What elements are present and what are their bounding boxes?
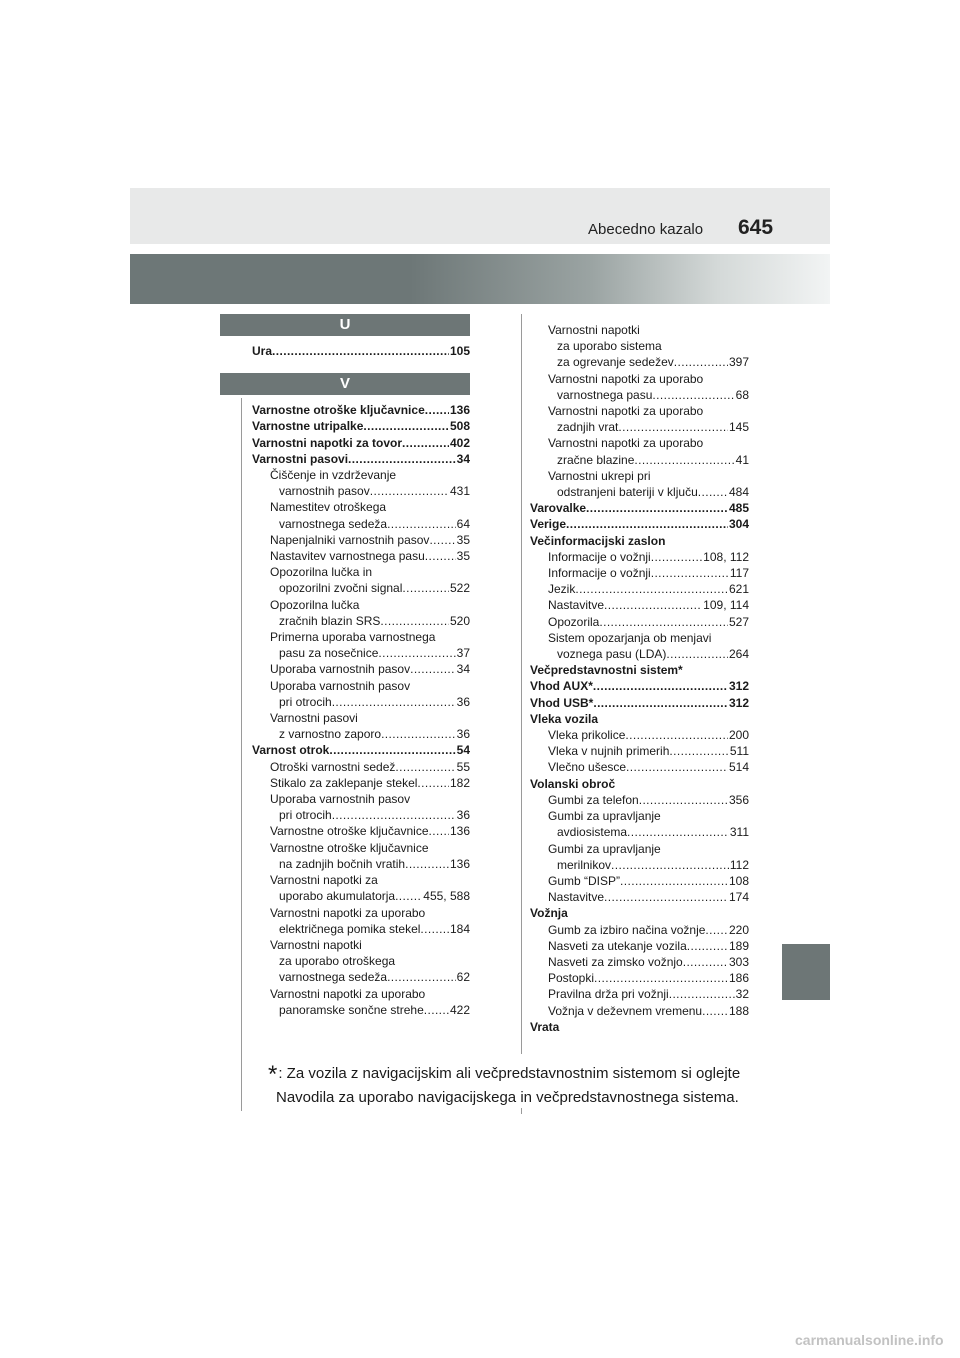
entry-term: Uporaba varnostnih pasov [270,792,411,807]
index-entry [530,322,749,338]
entry-page-ref: 108 [728,873,749,888]
chapter-thumb-tab [782,944,830,1000]
entry-leader-dots [620,873,728,889]
entry-leader-dots [332,694,456,710]
index-entry [530,954,749,970]
index-section-continued [530,322,749,1035]
entry-term: Vhod AUX* [530,679,593,694]
entry-page-ref: 188 [728,1003,749,1018]
index-entry [252,613,470,629]
entry-term: varnostnih pasov [279,484,370,499]
entry-term: Otroški varnostni sedež [270,759,396,774]
index-entry [252,516,470,532]
index-entry [252,483,470,499]
entry-page-ref: 36 [456,694,470,709]
index-entry [252,678,470,694]
index-entry [530,646,749,662]
entry-page-ref: 522 [449,581,470,596]
index-entry [530,549,749,565]
entry-page-ref: 105 [449,344,470,358]
entry-page-ref: 184 [449,921,470,936]
index-entry [252,402,470,418]
index-entry [252,986,470,1002]
index-entry [530,678,749,694]
entry-term: Verige [530,517,567,532]
index-entry [530,468,749,484]
section-title: Abecedno kazalo [588,221,704,238]
footnote-text-1: : Za vozila z navigacijskim ali večpredstavnostnim sistemom si oglejte [278,1065,741,1082]
entry-leader-dots [420,921,449,937]
entry-leader-dots [651,565,729,581]
entry-leader-dots [424,1002,449,1018]
entry-leader-dots [402,580,449,596]
index-entry [252,451,470,467]
index-entry [252,629,470,645]
index-section-v [252,402,470,1018]
entry-term: Večinformacijski zaslon [530,533,666,548]
entry-leader-dots [702,1003,728,1019]
entry-leader-dots [594,970,728,986]
entry-term: uporabo akumulatorja [279,889,396,904]
entry-leader-dots [272,343,449,359]
entry-page-ref: 36 [456,727,470,742]
entry-term: panoramske sončne strehe [279,1002,424,1017]
entry-term: merilnikov [557,857,612,872]
index-entry [530,824,749,840]
index-entry [252,969,470,985]
index-entry [252,467,470,483]
index-entry [530,889,749,905]
index-entry [252,726,470,742]
index-entry [530,759,749,775]
index-entry [252,921,470,937]
index-entry [530,435,749,451]
entry-leader-dots [381,726,456,742]
entry-term: Nastavitve [548,598,605,613]
page-number: 645 [738,216,774,239]
entry-term: Varnostni napotki za uporabo [548,404,704,419]
entry-page-ref: 117 [729,566,749,581]
index-entry [252,742,470,758]
entry-term: Gumb za izbiro načina vožnje [548,922,706,937]
entry-term: Varnostni napotki za uporabo [270,905,426,920]
entry-term: Jezik [548,582,576,597]
entry-leader-dots [599,614,728,630]
index-entry [530,452,749,468]
entry-term: Nasveti za zimsko vožnjo [548,954,683,969]
index-entry [530,403,749,419]
letter-heading-v: V [220,373,470,395]
index-entry [530,727,749,743]
footnote [268,1062,768,1109]
index-entry [530,792,749,808]
entry-page-ref: 32 [735,987,749,1002]
entry-leader-dots [698,484,728,500]
entry-term: voznega pasu (LDA) [557,647,667,662]
entry-term: zadnjih vrat [557,420,619,435]
index-entry [530,565,749,581]
letter-heading-u: U [220,314,470,336]
entry-term: Vrata [530,1019,560,1034]
entry-term: Gumb “DISP” [548,873,621,888]
entry-term: Varnostne utripalke [252,419,364,434]
entry-leader-dots [402,435,449,451]
entry-term: varnostnega sedeža [279,516,388,531]
entry-page-ref: 41 [735,452,749,467]
entry-term: Varnostni pasovi [270,711,358,726]
index-entry [252,856,470,872]
entry-page-ref: 200 [728,728,749,743]
entry-page-ref: 402 [449,435,470,450]
entry-leader-dots [370,483,449,499]
entry-leader-dots [687,938,728,954]
entry-leader-dots [593,678,728,694]
entry-page-ref: 431 [449,484,470,499]
entry-page-ref: 304 [728,517,749,532]
entry-leader-dots [387,969,456,985]
entry-leader-dots [652,387,734,403]
entry-term: zračnih blazin SRS [279,613,381,628]
entry-term: Opozorila [548,614,600,629]
index-entry [252,1002,470,1018]
entry-term: Varovalke [530,501,587,516]
index-entry [530,1019,749,1035]
index-entry [530,857,749,873]
entry-leader-dots [332,807,456,823]
entry-term: Volanski obroč [530,776,616,791]
entry-page-ref: 520 [449,613,470,628]
index-entry [530,808,749,824]
index-entry [252,580,470,596]
index-column-left [252,343,470,1018]
entry-leader-dots [429,532,455,548]
index-entry [530,662,749,678]
index-entry [530,841,749,857]
entry-leader-dots [611,857,729,873]
entry-term: Pravilna drža pri vožnji [548,987,669,1002]
index-entry [252,710,470,726]
index-entry [252,775,470,791]
index-entry [252,597,470,613]
entry-term: varnostnega pasu [557,387,653,402]
entry-term: Varnostni napotki za [270,873,378,888]
entry-term: Vožnja [530,906,568,921]
entry-leader-dots [683,954,728,970]
entry-term: Informacije o vožnji [548,566,651,581]
entry-page-ref: 455, 588 [423,889,470,904]
entry-term: Varnostni napotki za uporabo [270,986,426,1001]
index-entry [530,387,749,403]
index-entry [530,371,749,387]
entry-page-ref: 303 [728,954,749,969]
entry-term: Gumbi za upravljanje [548,841,661,856]
entry-term: pri otrocih [279,694,332,709]
entry-term: Varnostni pasovi [252,451,349,466]
entry-term: Vleka prikolice [548,728,626,743]
entry-term: zračne blazine [557,452,635,467]
entry-page-ref: 64 [456,516,470,531]
entry-leader-dots [666,646,728,662]
index-entry [252,564,470,580]
index-entry [252,435,470,451]
entry-leader-dots [627,824,729,840]
index-entry [252,823,470,839]
entry-page-ref: 485 [728,501,749,516]
entry-leader-dots [425,548,456,564]
entry-term: z varnostno zaporo [279,727,382,742]
entry-leader-dots [387,516,456,532]
entry-page-ref: 136 [449,403,470,418]
index-entry [530,986,749,1002]
entry-leader-dots [395,759,455,775]
entry-leader-dots [604,597,702,613]
index-entry [530,743,749,759]
entry-page-ref: 109, 114 [703,598,749,613]
entry-page-ref: 62 [456,970,470,985]
index-entry [252,840,470,856]
entry-page-ref: 311 [729,825,749,840]
entry-term: Večpredstavnostni sistem* [530,663,683,678]
index-entry [530,516,749,532]
entry-page-ref: 186 [728,971,749,986]
entry-page-ref: 312 [728,695,749,710]
entry-term: opozorilni zvočni signal [279,581,403,596]
index-entry [530,711,749,727]
index-entry [252,532,470,548]
entry-page-ref: 55 [456,759,470,774]
entry-page-ref: 35 [456,532,470,547]
header-bar [130,188,830,244]
entry-term: Varnostni napotki za uporabo [548,436,704,451]
index-entry [530,597,749,613]
index-entry [252,661,470,677]
entry-term: Primerna uporaba varnostnega [270,630,436,645]
column-divider [521,314,522,1054]
entry-leader-dots [674,354,728,370]
entry-leader-dots [566,516,728,532]
entry-term: Čiščenje in vzdrževanje [270,468,397,483]
index-entry [252,343,470,359]
entry-term: Nastavitve [548,890,605,905]
index-entry [530,873,749,889]
entry-term: varnostnega sedeža [279,970,388,985]
entry-term: Vožnja v deževnem vremenu [548,1003,703,1018]
entry-term: Varnostni napotki za uporabo [548,371,704,386]
entry-term: Napenjalniki varnostnih pasov [270,532,430,547]
entry-term: Varnost otrok [252,743,330,758]
index-entry [530,695,749,711]
entry-page-ref: 182 [449,775,470,790]
index-entry [252,759,470,775]
entry-term: odstranjeni bateriji v ključu [557,485,698,500]
footnote-marker: * [268,1061,278,1088]
entry-term: Varnostni napotki za tovor [252,435,403,450]
index-entry [252,872,470,888]
index-entry [530,533,749,549]
entry-term: Uporaba varnostnih pasov [270,678,411,693]
entry-term: Stikalo za zaklepanje stekel [270,775,418,790]
entry-page-ref: 35 [456,549,470,564]
entry-leader-dots [429,823,449,839]
index-entry [530,776,749,792]
entry-page-ref: 68 [735,387,749,402]
index-entry [530,938,749,954]
entry-term: Nasveti za utekanje vozila [548,938,687,953]
index-entry [530,581,749,597]
entry-page-ref: 174 [728,890,749,905]
entry-term: Vlečno ušesce [548,760,627,775]
index-entry [252,548,470,564]
entry-page-ref: 621 [728,582,749,597]
entry-page-ref: 34 [456,662,470,677]
entry-term: za ogrevanje sedežev [557,355,674,370]
entry-leader-dots [604,889,728,905]
entry-page-ref: 36 [456,808,470,823]
entry-leader-dots [378,645,455,661]
index-entry [252,807,470,823]
index-entry [530,922,749,938]
index-entry [252,694,470,710]
entry-page-ref: 108, 112 [703,549,749,564]
entry-term: električnega pomika stekel [279,921,421,936]
index-entry [252,937,470,953]
entry-term: pasu za nosečnice [279,646,379,661]
entry-leader-dots [395,888,422,904]
entry-term: Nastavitev varnostnega pasu [270,549,425,564]
entry-leader-dots [575,581,728,597]
entry-page-ref: 511 [729,744,749,759]
index-entry [530,970,749,986]
entry-leader-dots [363,418,449,434]
index-entry [252,791,470,807]
entry-term: Varnostne otroške ključavnice [270,840,429,855]
index-entry [252,418,470,434]
footnote-line-1 [268,1062,768,1086]
entry-term: Namestitev otroškega [270,500,387,515]
entry-term: Postopki [548,971,595,986]
entry-page-ref: 356 [728,792,749,807]
entry-term: Gumbi za telefon [548,792,639,807]
entry-term: Varnostne otroške ključavnice [252,403,425,418]
entry-page-ref: 312 [728,679,749,694]
entry-page-ref: 112 [729,857,749,872]
entry-leader-dots [417,775,449,791]
entry-leader-dots [669,986,735,1002]
entry-page-ref: 136 [449,824,470,839]
entry-page-ref: 34 [456,451,470,466]
index-column-right [530,322,749,1035]
entry-leader-dots [625,727,728,743]
entry-page-ref: 514 [728,760,749,775]
entry-leader-dots [626,759,728,775]
index-entry [530,905,749,921]
entry-page-ref: 37 [456,646,470,661]
entry-term: Varnostni ukrepi pri [548,468,651,483]
entry-leader-dots [329,742,455,758]
entry-page-ref: 189 [728,938,749,953]
index-entry [530,1003,749,1019]
entry-page-ref: 145 [728,420,749,435]
index-entry [530,338,749,354]
entry-leader-dots [669,743,728,759]
index-entry [530,354,749,370]
entry-leader-dots [639,792,728,808]
entry-term: na zadnjih bočnih vratih [279,856,406,871]
entry-term: Varnostni napotki [548,323,640,337]
entry-term: Vleka vozila [530,711,599,726]
index-entry [252,953,470,969]
entry-leader-dots [380,613,449,629]
entry-term: Gumbi za upravljanje [548,809,661,824]
entry-term: za uporabo otroškega [279,954,396,969]
entry-term: Vleka v nujnih primerih [548,744,670,759]
index-entry [530,419,749,435]
entry-term: Varnostni napotki [270,937,362,952]
index-entry [252,888,470,904]
entry-leader-dots [586,500,728,516]
entry-leader-dots [348,451,456,467]
watermark: carmanualsonline.info [795,1332,944,1348]
entry-leader-dots [410,661,456,677]
footnote-line-2: Navodila za uporabo navigacijskega in večpredstavnostnega sistema. [276,1089,739,1106]
index-entry [530,484,749,500]
entry-term: avdiosistema [557,825,628,840]
entry-term: Informacije o vožnji [548,549,651,564]
index-entry [252,905,470,921]
entry-page-ref: 136 [449,856,470,871]
entry-leader-dots [405,856,449,872]
index-entry [530,500,749,516]
entry-page-ref: 527 [728,614,749,629]
entry-term: Varnostne otroške ključavnice [270,824,429,839]
entry-term: Vhod USB* [530,695,594,710]
entry-page-ref: 264 [728,647,749,662]
entry-page-ref: 54 [456,743,470,758]
index-entry [530,614,749,630]
index-section-u [252,343,470,359]
entry-leader-dots [425,402,449,418]
entry-page-ref: 220 [728,922,749,937]
entry-page-ref: 422 [449,1002,470,1017]
entry-leader-dots [651,549,702,565]
index-entry [530,630,749,646]
entry-term: pri otrocih [279,808,332,823]
decorative-band [130,254,830,304]
entry-leader-dots [593,695,728,711]
left-margin-line [241,398,242,1111]
entry-page-ref: 484 [728,485,749,500]
entry-term: Uporaba varnostnih pasov [270,662,411,677]
entry-page-ref: 397 [728,355,749,370]
entry-term: Sistem opozarjanja ob menjavi [548,630,712,645]
entry-term: Opozorilna lučka [270,597,360,612]
index-entry [252,499,470,515]
index-entry [252,645,470,661]
entry-term: za uporabo sistema [557,339,662,354]
entry-page-ref: 508 [449,419,470,434]
entry-term: Opozorilna lučka in [270,565,373,580]
entry-term: Ura [252,344,273,358]
entry-leader-dots [618,419,728,435]
entry-leader-dots [705,922,728,938]
entry-leader-dots [634,452,734,468]
